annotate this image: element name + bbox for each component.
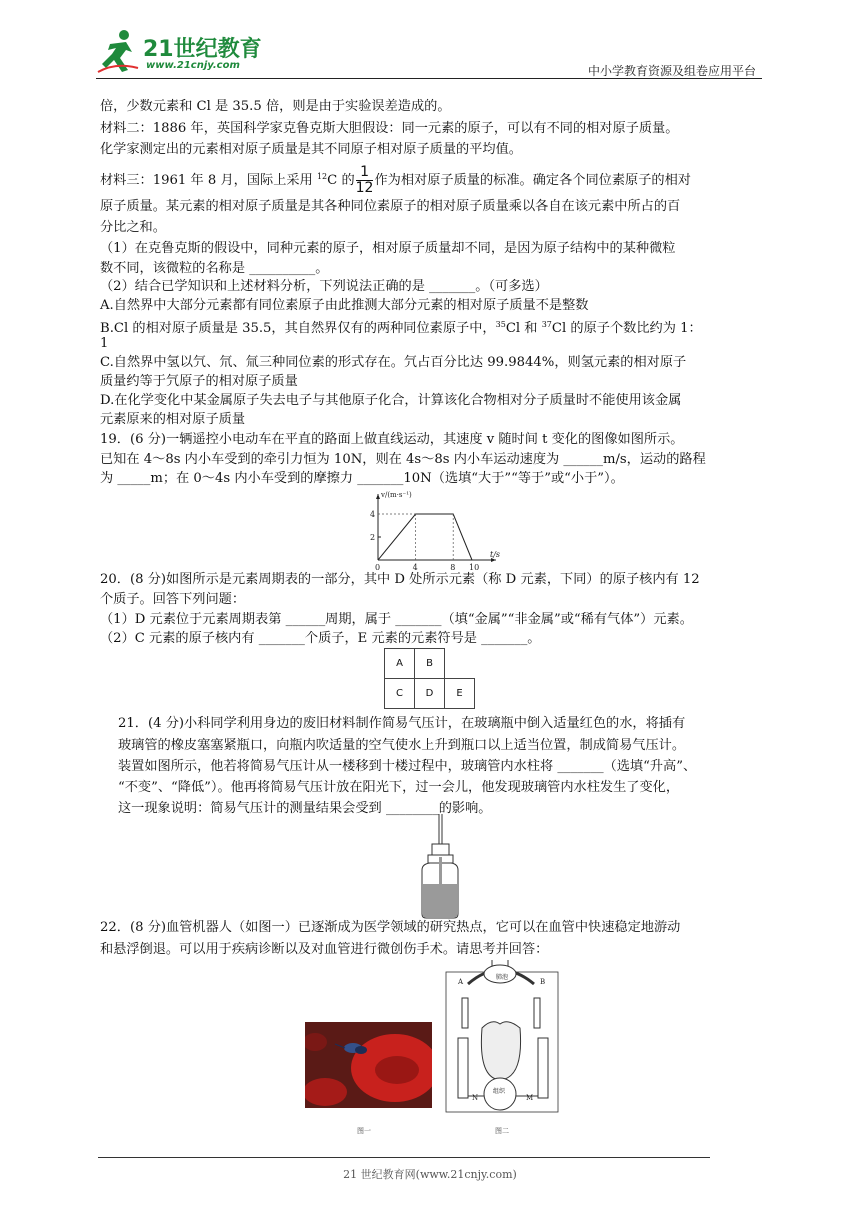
question-21: 21．(4 分)小科同学利用身边的废旧材料制作简易气压计，在玻璃瓶中倒入适量红色的水，将插有 xyxy=(118,716,686,731)
text-line: （2）结合已学知识和上述材料分析，下列说法正确的是 _______。（可多选） xyxy=(100,279,548,294)
m3-after: 作为相对原子质量的标准。确定各个同位素原子的相对 xyxy=(374,173,691,188)
ob-c: Cl 的原子个数比约为 1： xyxy=(551,321,702,336)
y-axis-arrow xyxy=(376,494,380,499)
m3-before: 材料三：1961 年 8 月，国际上采用 xyxy=(100,173,317,188)
text-line: 和悬浮倒退。可以用于疾病诊断以及对血管进行微创伤手术。请思考并回答： xyxy=(100,942,549,957)
text-line: 玻璃管的橡皮塞塞紧瓶口，向瓶内吹适量的空气使水上升到瓶口以上适当位置，制成简易气压计。 xyxy=(118,738,686,753)
text-line: 倍，少数元素和 Cl 是 35.5 倍，则是由于实验误差造成的。 xyxy=(100,99,451,114)
label-n: N xyxy=(472,1094,479,1102)
cell-e: E xyxy=(445,679,475,709)
option-a: A.自然界中大部分元素都有同位素原子由此推测大部分元素的相对原子质量不是整数 xyxy=(100,298,589,313)
text-line: 质量约等于氕原子的相对原子质量 xyxy=(100,374,298,389)
cell-a: A xyxy=(385,649,415,679)
figure1-caption: 图一 xyxy=(357,1127,371,1135)
runner-logo-icon xyxy=(96,28,140,76)
cell-empty xyxy=(445,649,475,679)
text-line: 个质子。回答下列问题： xyxy=(100,592,246,607)
circulation-diagram xyxy=(438,958,566,1116)
ob-s2: 37 xyxy=(541,320,552,329)
ob-a: B.Cl 的相对原子质量是 35.5，其自然界仅有的两种同位素原子中， xyxy=(100,321,496,336)
footer-divider xyxy=(98,1157,710,1158)
page-header xyxy=(96,28,762,80)
text-line: 装置如图所示，他若将简易气压计从一楼移到十楼过程中，玻璃管内水柱将 _______（选填“升高”、 xyxy=(118,759,697,774)
label-a: A xyxy=(458,978,464,986)
fraction-denominator: 12 xyxy=(355,180,374,196)
x-tick-label: 0 xyxy=(375,563,381,572)
ob-s1: 35 xyxy=(495,320,506,329)
ob-b: Cl 和 xyxy=(505,321,542,336)
m3-sup: 12 xyxy=(316,172,328,181)
barometer-figure xyxy=(412,812,464,920)
text-line: 材料二：1886 年，英国科学家克鲁克斯大胆假设：同一元素的原子，可以有不同的相对原子质量。 xyxy=(100,121,679,136)
x-tick-label: 4 xyxy=(412,563,418,572)
text-line: 已知在 4～8s 内小车受到的牵引力恒为 10N，则在 4s～8s 内小车运动速度为 ______m/s，运动的路程 xyxy=(100,452,706,467)
x-tick-label: 8 xyxy=(450,563,456,572)
tissue-label: 组织 xyxy=(493,1088,506,1095)
periodic-table-fragment xyxy=(384,648,475,709)
material-three-line xyxy=(100,165,691,196)
text-line: 分比之和。 xyxy=(100,220,166,235)
text-line: 原子质量。某元素的相对原子质量是其各种同位素原子的相对原子质量乘以各自在该元素中所占的百 xyxy=(100,199,681,214)
y-tick-label: 2 xyxy=(370,533,376,542)
text-line: 数不同，该微粒的名称是 __________。 xyxy=(100,261,329,276)
question-22: 22．(8 分)血管机器人（如图一）已逐渐成为医学领域的研究热点，它可以在血管中快速稳定地游动 xyxy=(100,920,681,935)
option-d: D.在化学变化中某金属原子失去电子与其他原子化合，计算该化合物相对分子质量时不能使用该金属 xyxy=(100,393,682,408)
cell-b: B xyxy=(415,649,445,679)
y-tick-label: 4 xyxy=(370,510,376,519)
fraction xyxy=(356,165,374,196)
figure2-caption: 图二 xyxy=(495,1127,509,1135)
lung-label: 肺泡 xyxy=(496,974,509,981)
m3-mid: C 的 xyxy=(327,173,355,188)
text-line: 为 _____m；在 0～4s 内小车受到的摩擦力 _______10N（选填“大于”“等于”或“小于”）。 xyxy=(100,471,624,486)
cell-d: D xyxy=(415,679,445,709)
label-m: M xyxy=(526,1094,534,1102)
text-line: “不变”、“降低”）。他再将简易气压计放在阳光下，过一会儿，他发现玻璃管内水柱发生了变化， xyxy=(118,780,680,795)
text-line: 化学家测定出的元素相对原子质量是其不同原子相对原子质量的平均值。 xyxy=(100,142,522,157)
text-line: （1）在克鲁克斯的假设中，同种元素的原子，相对原子质量却不同，是因为原子结构中的某种微粒 xyxy=(100,241,676,256)
text-line: 元素原来的相对原子质量 xyxy=(100,412,246,427)
velocity-time-chart xyxy=(360,488,510,572)
label-b: B xyxy=(540,978,546,986)
cell-c: C xyxy=(385,679,415,709)
logo-text: 21世纪教育 xyxy=(143,37,262,62)
header-divider xyxy=(96,78,762,79)
x-tick-label: 10 xyxy=(469,563,480,572)
logo-url: www.21cnjy.com xyxy=(146,60,240,71)
footer-text: 21 世纪教育网(www.21cnjy.com) xyxy=(343,1168,517,1181)
question-19: 19．(6 分)一辆遥控小电动车在平直的路面上做直线运动，其速度 v 随时间 t 变化的图像如图所示。 xyxy=(100,432,684,447)
text-line: 1 xyxy=(100,336,109,351)
blood-robot-photo xyxy=(305,1022,432,1108)
question-20: 20．(8 分)如图所示是元素周期表的一部分，其中 D 处所示元素（称 D 元素，下同）的原子核内有 12 xyxy=(100,572,700,587)
fraction-numerator: 1 xyxy=(356,165,374,181)
platform-name: 中小学教育资源及组卷应用平台 xyxy=(587,64,756,78)
text-line: （2）C 元素的原子核内有 _______个质子，E 元素的元素符号是 _______。 xyxy=(100,631,541,646)
text-line: （1）D 元素位于元素周期表第 ______周期，属于 _______（填“金属”“非金属”或“稀有气体”）元素。 xyxy=(100,612,693,627)
option-c: C.自然界中氢以氕、氘、氚三种同位素的形式存在。氕占百分比达 99.9844%，则氢元素的相对原子 xyxy=(100,355,687,370)
y-axis-label: v/(m·s⁻¹) xyxy=(381,491,412,499)
text-line: 这一现象说明：简易气压计的测量结果会受到 ________的影响。 xyxy=(118,801,492,816)
x-axis-label: t/s xyxy=(490,550,501,559)
velocity-series-line xyxy=(378,514,472,560)
option-b xyxy=(100,316,702,338)
